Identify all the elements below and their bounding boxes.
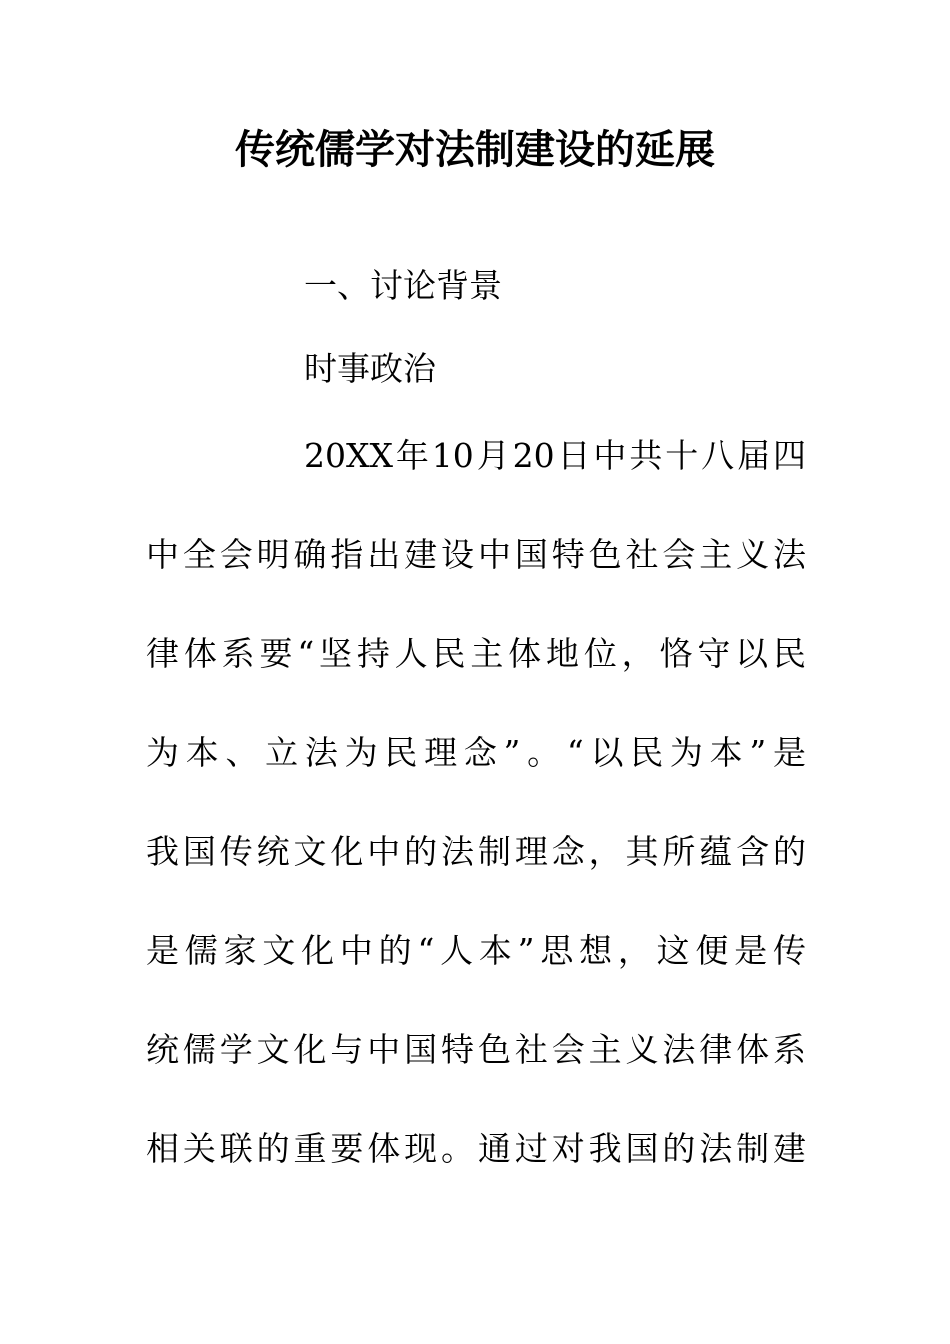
document-title: 传统儒学对法制建设的延展 [235,126,715,173]
paragraph-line: 为本、立法为民理念”。“以民为本”是 [146,733,806,772]
paragraph-line: 统儒学文化与中国特色社会主义法律体系 [146,1030,806,1069]
paragraph-line: 20XX年10月20日中共十八届四 [304,436,806,475]
paragraph-line: 中全会明确指出建设中国特色社会主义法 [146,535,806,574]
subsection-heading: 时事政治 [304,349,436,388]
paragraph-line: 律体系要“坚持人民主体地位，恪守以民 [146,634,806,673]
paragraph-line: 是儒家文化中的“人本”思想，这便是传 [146,931,806,970]
paragraph-line: 相关联的重要体现。通过对我国的法制建 [146,1129,806,1168]
section-heading: 一、讨论背景 [304,266,502,305]
paragraph-line: 我国传统文化中的法制理念，其所蕴含的 [146,832,806,871]
